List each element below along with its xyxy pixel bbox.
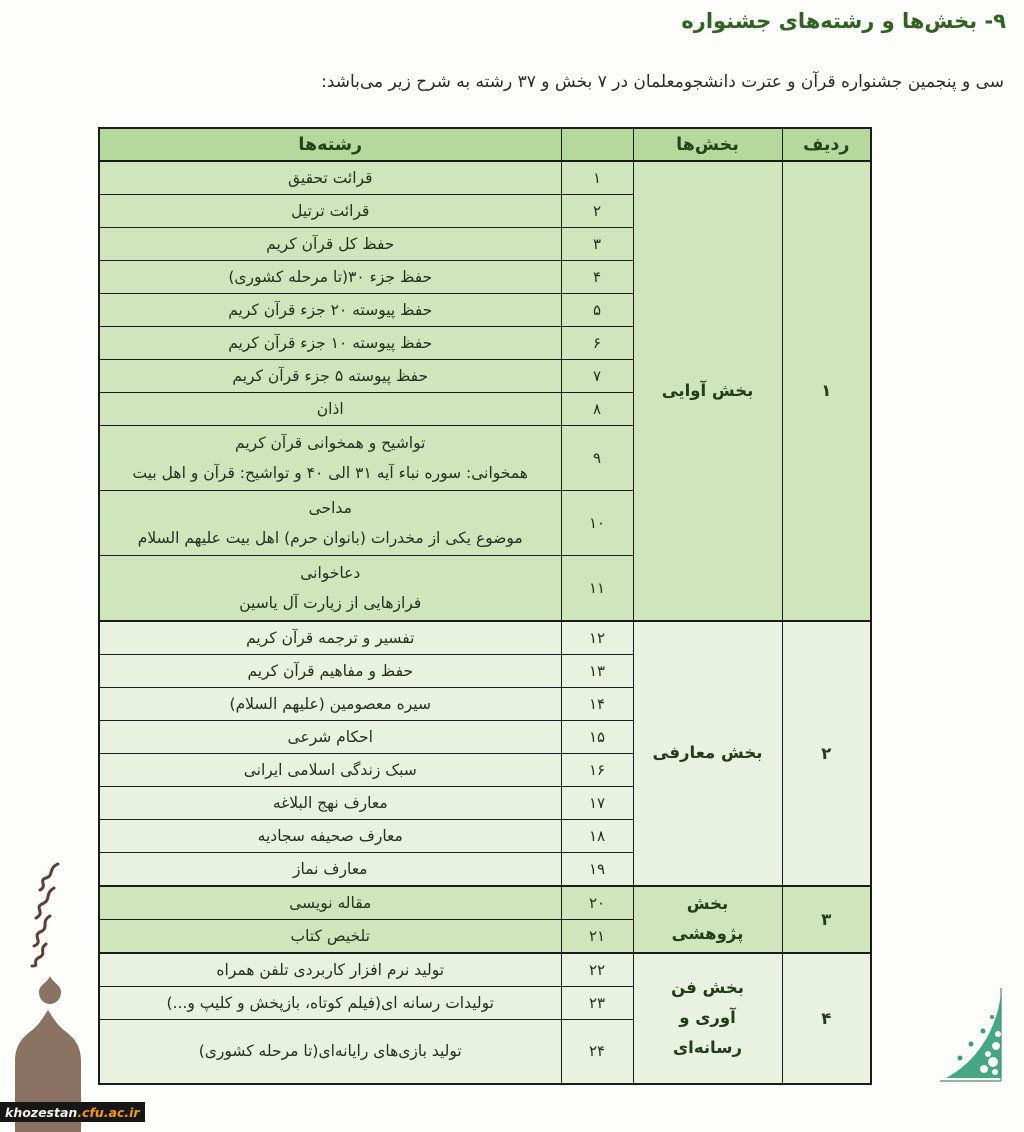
discipline-cell: تولیدات رسانه ای(فیلم کوتاه، بازپخش و کلیپ و...) <box>99 986 561 1019</box>
discipline-cell: قرائت ترتیل <box>99 195 561 228</box>
row-number-cell: ۱۹ <box>561 852 633 886</box>
row-number-cell: ۲۱ <box>561 919 633 953</box>
discipline-cell: حفظ جزء ۳۰(تا مرحله کشوری) <box>99 261 561 294</box>
row-number-cell: ۸ <box>561 393 633 426</box>
row-number-cell: ۲۲ <box>561 953 633 987</box>
table-row <box>99 161 871 195</box>
number-column-header <box>561 128 633 161</box>
watermark-site-name: khozestan <box>5 1104 78 1120</box>
discipline-cell: سبک زندگی اسلامی ایرانی <box>99 753 561 786</box>
discipline-cell: معارف صحیفه سجادیه <box>99 819 561 852</box>
discipline-cell: مقاله نویسی <box>99 886 561 920</box>
row-number-cell: ۲۴ <box>561 1019 633 1084</box>
table-body <box>99 161 871 1084</box>
row-number-cell: ۱۳ <box>561 654 633 687</box>
page-subtitle: سی و پنجمین جشنواره قرآن و عترت دانشجومعلمان در ۷ بخش و ۳۷ رشته به شرح زیر می‌باشد: <box>321 72 1004 92</box>
discipline-cell: حفظ و مفاهیم قرآن کریم <box>99 654 561 687</box>
discipline-cell: تلخیص کتاب <box>99 919 561 953</box>
row-number-cell: ۶ <box>561 327 633 360</box>
row-number-cell: ۴ <box>561 261 633 294</box>
row-number-cell: ۱۸ <box>561 819 633 852</box>
section-name-cell: بخش آوایی <box>633 161 782 621</box>
discipline-cell: حفظ پیوسته ۵ جزء قرآن کریم <box>99 360 561 393</box>
section-name-cell: بخش معارفی <box>633 621 782 886</box>
site-watermark <box>0 1102 145 1122</box>
discipline-cell: معارف نماز <box>99 852 561 886</box>
table-row <box>99 621 871 655</box>
row-number-cell: ۱۵ <box>561 720 633 753</box>
discipline-cell: اذان <box>99 393 561 426</box>
discipline-cell: معارف نهج البلاغه <box>99 786 561 819</box>
row-number-cell: ۱۶ <box>561 753 633 786</box>
section-radif-cell: ۳ <box>782 886 871 953</box>
table-row <box>99 953 871 987</box>
row-number-cell: ۱۰ <box>561 491 633 556</box>
page-title: ۹- بخش‌ها و رشته‌های جشنواره <box>681 9 1006 33</box>
table-row <box>99 886 871 920</box>
discipline-cell: تولید بازی‌های رایانه‌ای(تا مرحله کشوری) <box>99 1019 561 1084</box>
table-header <box>99 128 871 161</box>
section-radif-cell: ۴ <box>782 953 871 1085</box>
row-column-header: ردیف <box>782 128 871 161</box>
row-number-cell: ۲۳ <box>561 986 633 1019</box>
festival-table <box>98 127 872 1085</box>
discipline-cell: مداحی موضوع یکی از مخدرات (بانوان حرم) اهل بیت علیهم السلام <box>99 491 561 556</box>
row-number-cell: ۱۲ <box>561 621 633 655</box>
row-number-cell: ۱۱ <box>561 556 633 621</box>
discipline-cell: قرائت تحقیق <box>99 161 561 195</box>
discipline-cell: حفظ پیوسته ۲۰ جزء قرآن کریم <box>99 294 561 327</box>
row-number-cell: ۷ <box>561 360 633 393</box>
sections-column-header: بخش‌ها <box>633 128 782 161</box>
section-name-cell: بخش پژوهشی <box>633 886 782 953</box>
discipline-cell: دعاخوانی فرازهایی از زیارت آل یاسین <box>99 556 561 621</box>
section-name-cell: بخش فن آوری و رسانه‌ای <box>633 953 782 1085</box>
row-number-cell: ۲۰ <box>561 886 633 920</box>
discipline-cell: تولید نرم افزار کاربردی تلفن همراه <box>99 953 561 987</box>
section-radif-cell: ۱ <box>782 161 871 621</box>
row-number-cell: ۱ <box>561 161 633 195</box>
row-number-cell: ۵ <box>561 294 633 327</box>
row-number-cell: ۹ <box>561 426 633 491</box>
row-number-cell: ۳ <box>561 228 633 261</box>
row-number-cell: ۱۷ <box>561 786 633 819</box>
discipline-cell: حفظ کل قرآن کریم <box>99 228 561 261</box>
discipline-cell: حفظ پیوسته ۱۰ جزء قرآن کریم <box>99 327 561 360</box>
calligraphy-ornament <box>24 858 68 970</box>
corner-ornament <box>938 984 1010 1089</box>
festival-table-container <box>98 127 870 1085</box>
disciplines-column-header: رشته‌ها <box>99 128 561 161</box>
discipline-cell: تفسیر و ترجمه قرآن کریم <box>99 621 561 655</box>
discipline-cell: سیره معصومین (علیهم السلام) <box>99 687 561 720</box>
section-radif-cell: ۲ <box>782 621 871 886</box>
discipline-cell: تواشیح و همخوانی قرآن کریم همخوانی: سوره نباء آیه ۳۱ الی ۴۰ و تواشیح: قرآن و اهل بیت <box>99 426 561 491</box>
flower-ornament <box>37 974 63 1006</box>
table-header-row <box>99 128 871 161</box>
row-number-cell: ۲ <box>561 195 633 228</box>
watermark-domain: .cfu.ac.ir <box>77 1104 140 1120</box>
row-number-cell: ۱۴ <box>561 687 633 720</box>
discipline-cell: احکام شرعی <box>99 720 561 753</box>
